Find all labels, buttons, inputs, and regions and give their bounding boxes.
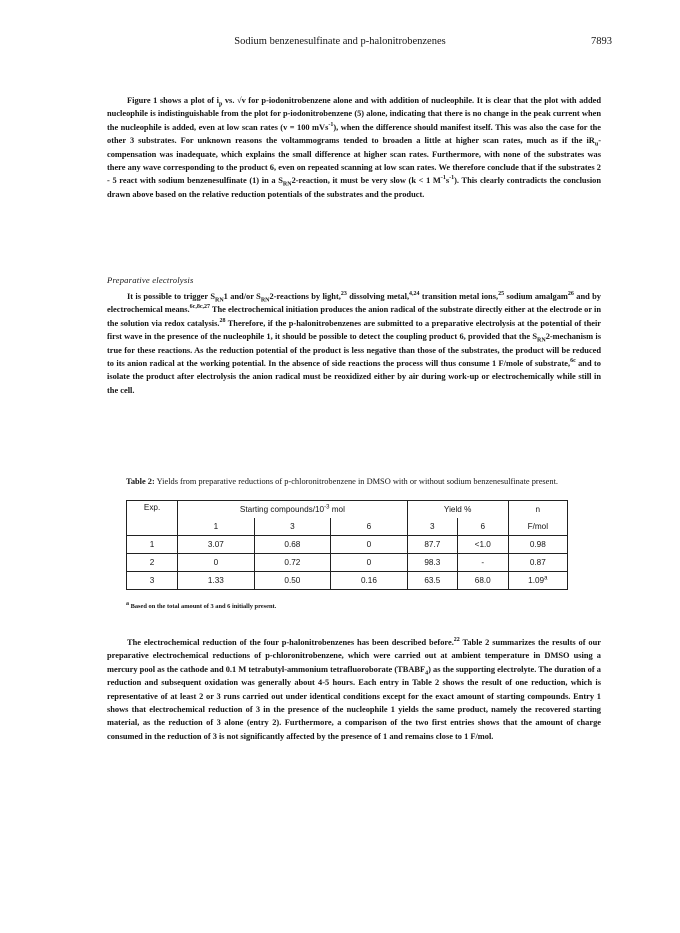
subheader-cell: 3 (254, 518, 331, 536)
text-run: 2-mechanism is true for these reactions. As the reduction potential of the product is less negative than those of the substrates, the product will be reduced to its anion radical at the working potential. In the absence of side reactions the process will thus consume 1 F/mole of substrate, (107, 332, 601, 369)
table-cell: 68.0 (457, 572, 508, 590)
table-cell (508, 572, 567, 590)
footnote-text: Based on the total amount of 3 and 6 initially present. (129, 603, 277, 610)
table-cell: 0 (178, 554, 255, 572)
text-run: 1.09 (528, 576, 545, 585)
text-run: and to isolate the product after electrolysis the anion radical must be reoxidized either by air during work-up or electrochemically while still in the cell. (107, 359, 601, 395)
text-run: Starting compounds/10 (239, 505, 325, 514)
table-cell: 0.87 (508, 554, 567, 572)
table-cell: 1.33 (178, 572, 255, 590)
section-heading: Preparative electrolysis (107, 275, 194, 285)
table-cell: 0.72 (254, 554, 331, 572)
table-cell: - (457, 554, 508, 572)
subheader-cell: 6 (331, 518, 408, 536)
text-run: 2-reaction, it must be very slow (k < 1 M (291, 176, 441, 186)
text-run: It is possible to trigger S (127, 292, 215, 301)
text-run: Therefore, if the p-halonitrobenzenes are submitted to a preparative electrolysis at the potential of their first wave in the presence of the nucleophile 1, it should be possible to detect the coupling product 6, provided that the S (107, 318, 601, 342)
text-run: ) as the supporting electrolyte. The duration of a reduction and subsequent oxidation was generally about 4-5 hours. Each entry in Table 2 shows the result of one reduction, which is representative of at least 2 or 3 runs carried out under identical conditions except for the exact amount of starting compounds. Entry 1 shows that electrochemical reduction of 3 in the presence of the nucleophile 1 yields the same product, namely the recovered starting material, as the reduction of 3 alone (entry 2). Furthermore, a comparison of the two first entries shows that the amount of charge consumed in the reduction of 3 is not significantly affected by the presence of 1 and remains close to 1 F/mol. (107, 664, 601, 741)
table-cell: 0.50 (254, 572, 331, 590)
superscript: -1 (449, 175, 455, 182)
subscript: RN (282, 182, 292, 189)
subheader-cell: F/mol (508, 518, 567, 536)
text-run: and by electrochemical means. (107, 292, 601, 315)
table-cell: 0.68 (254, 536, 331, 554)
subheader-cell: 1 (178, 518, 255, 536)
table-cell: 3.07 (178, 536, 255, 554)
text-run: The electrochemical initiation produces the anion radical of the substrate directly either at the electrode or in the solution via redox catalysis. (107, 305, 602, 328)
subheader-cell: 3 (407, 518, 457, 536)
superscript: 6c (570, 358, 576, 365)
table-cell: 98.3 (407, 554, 457, 572)
superscript: 6c,8c,27 (189, 304, 210, 311)
table-cell: 0.98 (508, 536, 567, 554)
page-header (0, 36, 680, 52)
page-number: 7893 (591, 36, 612, 47)
table-cell: 0 (331, 536, 408, 554)
table-footnote (126, 600, 277, 610)
subscript: RN (260, 297, 270, 304)
paragraph-electrolysis (107, 290, 601, 397)
text-run: 2-reactions by light, (269, 292, 341, 301)
superscript: 23 (340, 291, 347, 298)
text-run: vs. √v for p-iodonitrobenzene alone and with addition of nucleophile. It (222, 96, 483, 105)
table-row (127, 554, 568, 572)
subscript: p (218, 101, 223, 108)
text-run: transition metal ions, (419, 292, 499, 301)
text-run: The electrochemical reduction of the four p-halonitrobenzenes has been described before. (127, 638, 454, 647)
running-title: Sodium benzenesulfinate and p-halonitrobenzenes (234, 36, 446, 47)
superscript: -1 (328, 122, 334, 129)
paragraph-voltammetry (107, 94, 601, 201)
table-row (127, 572, 568, 590)
table-cell: <1.0 (457, 536, 508, 554)
superscript: 22 (453, 637, 460, 644)
text-run: s (445, 176, 450, 186)
table-caption (126, 475, 586, 488)
superscript: -3 (324, 504, 330, 511)
table-cell: 0.16 (331, 572, 408, 590)
paragraph-results (107, 636, 601, 743)
text-run: mol (329, 505, 345, 514)
results-table (126, 500, 568, 590)
table-cell: 2 (127, 554, 178, 572)
text-run: Table 2 summarizes the results of our preparative electrochemical reductions of p-chloronitrobenzene, which were carried out at ambient temperature in DMSO using a mercury pool as the cathode and 0.1 M tetrabutyl-ammonium tetrafluoroborate (TBABF (107, 638, 601, 674)
text-run: ). This clearly contradicts the conclusion drawn above based on the relative reduction potentials of the substrates and the product. (107, 176, 601, 199)
text-run: 1 and/or S (223, 292, 261, 301)
table-cell: 3 (127, 572, 178, 590)
text-run: Figure 1 shows a plot of i (127, 96, 219, 105)
superscript: 26 (567, 291, 574, 298)
subscript: RN (214, 297, 224, 304)
col-header-exp: Exp. (127, 501, 178, 536)
superscript: 28 (219, 318, 226, 325)
superscript: -1 (440, 175, 446, 182)
col-header-starting (178, 501, 408, 519)
table-cell: 0 (331, 554, 408, 572)
col-header-n: n (508, 501, 567, 519)
table-row (127, 536, 568, 554)
text-run: ), when the difference should manifest itself. This was also the case for the other 3 substrates. For unknown reasons the voltammograms tended to broaden a little at higher scan rates, much as if the iR (107, 122, 602, 146)
subscript: u (594, 141, 599, 148)
table-cell: 87.7 (407, 536, 457, 554)
caption-text: Yields from preparative reductions of p-chloronitrobenzene in DMSO with or without sodium benzenesulfinate present. (154, 477, 558, 486)
footnote-marker: a (126, 600, 129, 607)
table-subheader-row (127, 518, 568, 536)
footnote-marker: a (544, 575, 548, 582)
text-run: -compensation was inadequate, which explains the small difference at higher scan rates. Furthermore, with none of the substrates was there any wave corresponding to the product 6, even on repeated scanning at low scan rates. We therefore conclude that if the substrates 2 - 5 react with sodium benzenesulfinate (1) in a S (107, 136, 601, 186)
subscript: RN (537, 337, 546, 344)
text-run: dissolving metal, (346, 292, 410, 301)
subheader-cell: 6 (457, 518, 508, 536)
superscript: 4,24 (409, 291, 420, 298)
text-run: sodium amalgam (504, 292, 568, 301)
table-cell: 1 (127, 536, 178, 554)
text-run: is clear that the plot with added nucleophile is indistinguishable from the plot for p-iodonitrobenzene (5) alone, indicating that there is no change in the peak current when the nucleophile is added, even at low scan rates (v = 100 mVs (107, 96, 602, 132)
table-cell: 63.5 (407, 572, 457, 590)
table-label: Table 2: (126, 477, 155, 486)
table-header-row (127, 501, 568, 519)
superscript: 25 (498, 291, 505, 298)
subscript: 4 (425, 670, 429, 677)
col-header-yield: Yield % (407, 501, 508, 519)
